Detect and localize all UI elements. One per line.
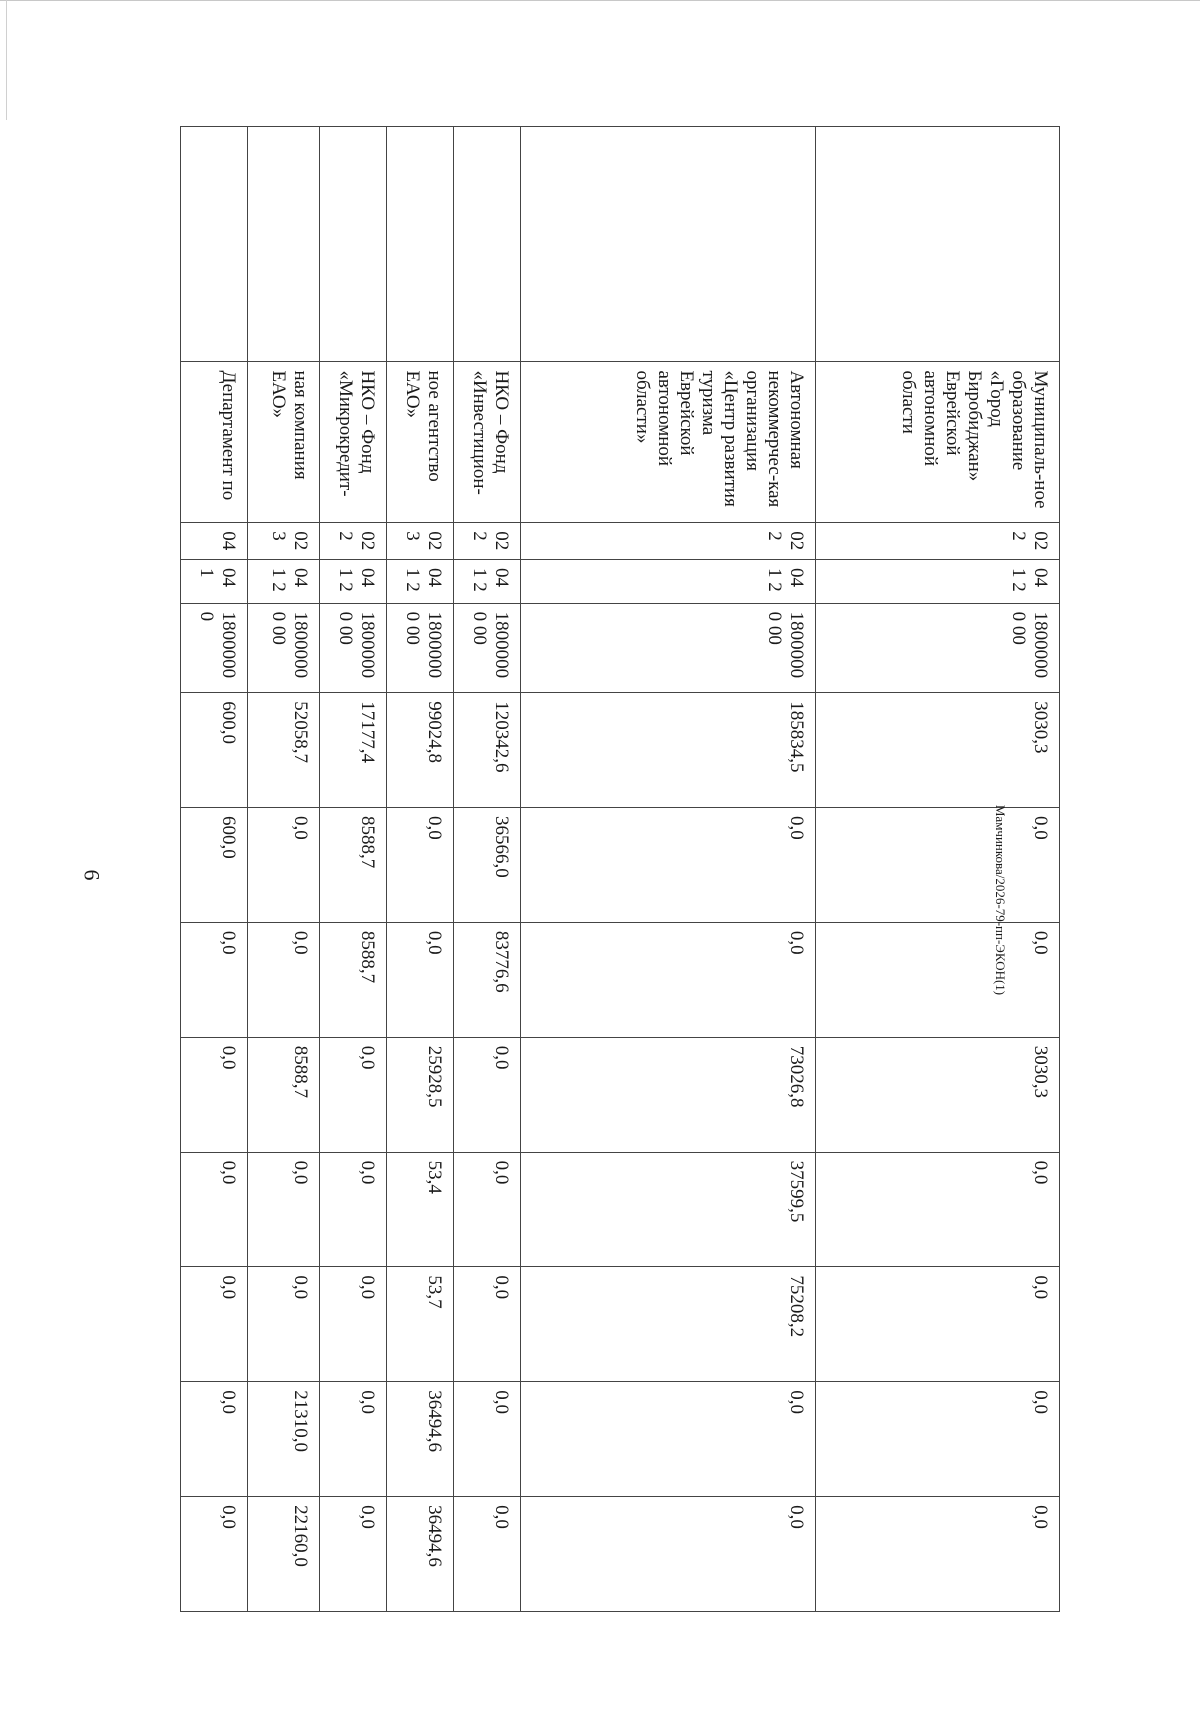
amount-cell: 3030,3 (815, 693, 1059, 808)
amount-cell: 8588,7 (319, 808, 386, 923)
amount-cell: 25928,5 (386, 1037, 453, 1152)
amount-cell: 0,0 (319, 1037, 386, 1152)
amount-cell: 0,0 (815, 922, 1059, 1037)
target-article-code-cell: 18000000 00 (453, 603, 520, 693)
table-body (181, 127, 1060, 1612)
amount-cell: 0,0 (520, 1497, 815, 1612)
amount-cell: 3030,3 (815, 1037, 1059, 1152)
amount-cell: 0,0 (453, 1497, 520, 1612)
target-article-code-cell: 18000000 00 (386, 603, 453, 693)
table-rotator (180, 126, 1060, 1612)
recipient-name-cell: НКО – Фонд «Инвестицион- (453, 362, 520, 523)
amount-cell: 120342,6 (453, 693, 520, 808)
page-number: 6 (79, 869, 105, 881)
amount-cell: 0,0 (520, 1382, 815, 1497)
empty-cell (386, 127, 453, 362)
recipient-name-cell: ное агентство ЕАО» (386, 362, 453, 523)
target-article-code-cell: 18000000 (181, 603, 248, 693)
subsection-code-cell: 041 2 (386, 559, 453, 603)
empty-cell (453, 127, 520, 362)
amount-cell: 0,0 (319, 1152, 386, 1267)
amount-cell: 0,0 (815, 1152, 1059, 1267)
table-row (453, 127, 520, 1612)
table-row (815, 127, 1059, 1612)
amount-cell: 53,4 (386, 1152, 453, 1267)
section-code-cell: 02 2 (520, 523, 815, 560)
amount-cell: 37599,5 (520, 1152, 815, 1267)
amount-cell: 8588,7 (319, 922, 386, 1037)
recipient-name-cell: Муниципаль-ное образование «Город Биробиджан» Еврейской автономной области (815, 362, 1059, 523)
target-article-code-cell: 18000000 00 (520, 603, 815, 693)
amount-cell: 8588,7 (248, 1037, 320, 1152)
section-code-cell: 02 2 (319, 523, 386, 560)
amount-cell: 0,0 (181, 1497, 248, 1612)
amount-cell: 0,0 (453, 1267, 520, 1382)
amount-cell: 0,0 (453, 1152, 520, 1267)
amount-cell: 21310,0 (248, 1382, 320, 1497)
amount-cell: 0,0 (386, 808, 453, 923)
rotated-table-container (180, 126, 1060, 1612)
budget-table (180, 126, 1060, 1612)
scan-edge-left (6, 0, 7, 120)
scan-edge-top (0, 0, 1200, 4)
subsection-code-cell: 041 2 (319, 559, 386, 603)
table-row (181, 127, 248, 1612)
amount-cell: 36494,6 (386, 1382, 453, 1497)
section-code-cell: 04 (181, 523, 248, 560)
target-article-code-cell: 18000000 00 (248, 603, 320, 693)
amount-cell: 0,0 (248, 922, 320, 1037)
section-code-cell: 02 3 (248, 523, 320, 560)
table-row (248, 127, 320, 1612)
target-article-code-cell: 18000000 00 (815, 603, 1059, 693)
table-row (319, 127, 386, 1612)
recipient-name-cell: Автономная некоммерчес-кая организация «Центр развития туризма Еврейской автономной области» (520, 362, 815, 523)
amount-cell: 0,0 (453, 1037, 520, 1152)
amount-cell: 52058,7 (248, 693, 320, 808)
amount-cell: 0,0 (181, 1267, 248, 1382)
amount-cell: 600,0 (181, 693, 248, 808)
amount-cell: 0,0 (520, 922, 815, 1037)
target-article-code-cell: 18000000 00 (319, 603, 386, 693)
amount-cell: 0,0 (815, 1267, 1059, 1382)
amount-cell: 73026,8 (520, 1037, 815, 1152)
document-footer-id: Мамчинкова/2026-79-пп-ЭКОН(1) (993, 804, 1008, 996)
empty-cell (248, 127, 320, 362)
amount-cell: 0,0 (815, 1382, 1059, 1497)
amount-cell: 0,0 (248, 1267, 320, 1382)
subsection-code-cell: 041 2 (520, 559, 815, 603)
subsection-code-cell: 041 (181, 559, 248, 603)
amount-cell: 0,0 (181, 1152, 248, 1267)
amount-cell: 185834,5 (520, 693, 815, 808)
amount-cell: 0,0 (319, 1382, 386, 1497)
amount-cell: 0,0 (181, 1382, 248, 1497)
amount-cell: 0,0 (453, 1382, 520, 1497)
empty-cell (181, 127, 248, 362)
recipient-name-cell: Департамент по (181, 362, 248, 523)
amount-cell: 0,0 (248, 808, 320, 923)
amount-cell: 0,0 (520, 808, 815, 923)
table-row (520, 127, 815, 1612)
amount-cell: 99024,8 (386, 693, 453, 808)
amount-cell: 0,0 (815, 1497, 1059, 1612)
amount-cell: 36566,0 (453, 808, 520, 923)
recipient-name-cell: ная компания ЕАО» (248, 362, 320, 523)
amount-cell: 75208,2 (520, 1267, 815, 1382)
amount-cell: 600,0 (181, 808, 248, 923)
amount-cell: 17177,4 (319, 693, 386, 808)
amount-cell: 36494,6 (386, 1497, 453, 1612)
amount-cell: 0,0 (319, 1497, 386, 1612)
empty-cell (319, 127, 386, 362)
amount-cell: 83776,6 (453, 922, 520, 1037)
section-code-cell: 02 3 (386, 523, 453, 560)
empty-cell (520, 127, 815, 362)
section-code-cell: 02 2 (453, 523, 520, 560)
table-row (386, 127, 453, 1612)
amount-cell: 53,7 (386, 1267, 453, 1382)
subsection-code-cell: 041 2 (453, 559, 520, 603)
subsection-code-cell: 041 2 (248, 559, 320, 603)
amount-cell: 0,0 (319, 1267, 386, 1382)
amount-cell: 0,0 (181, 1037, 248, 1152)
amount-cell: 0,0 (181, 922, 248, 1037)
amount-cell: 0,0 (386, 922, 453, 1037)
section-code-cell: 02 2 (815, 523, 1059, 560)
amount-cell: 0,0 (815, 808, 1059, 923)
subsection-code-cell: 041 2 (815, 559, 1059, 603)
recipient-name-cell: НКО – Фонд «Микрокредит- (319, 362, 386, 523)
amount-cell: 22160,0 (248, 1497, 320, 1612)
empty-cell (815, 127, 1059, 362)
amount-cell: 0,0 (248, 1152, 320, 1267)
